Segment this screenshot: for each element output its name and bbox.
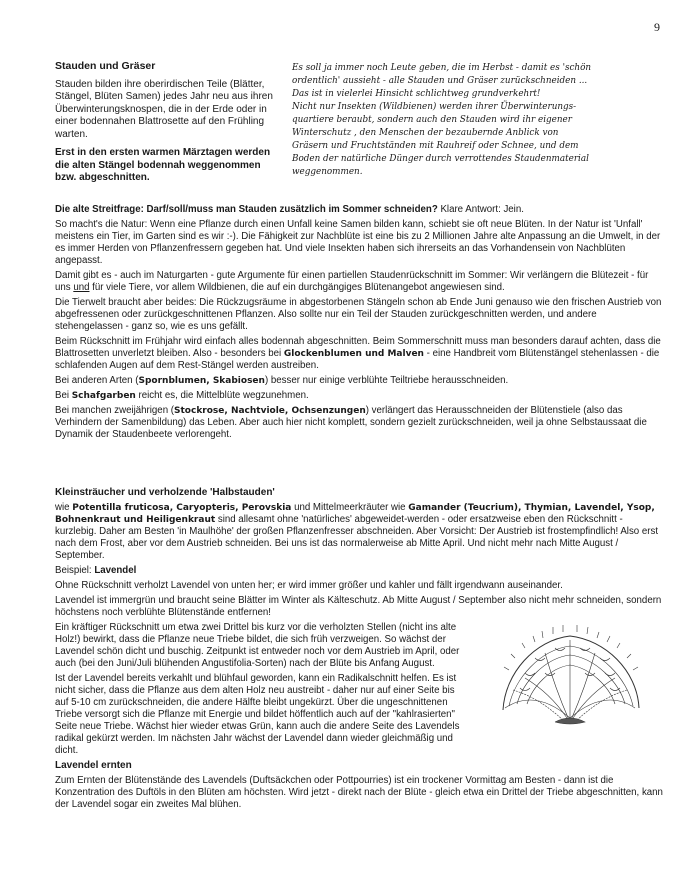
handwritten-line: weggenommen.	[292, 167, 363, 177]
paragraph-schafgarben-text: Bei	[55, 390, 72, 401]
plant-names-bold: Stockrose, Nachtviole, Ochsenzungen	[174, 406, 366, 416]
lavender-bush-illustration	[495, 618, 645, 733]
plant-names-bold: Potentilla fruticosa, Caryopteris, Perovskia	[72, 503, 292, 513]
lavender-bush-drawing-icon	[495, 618, 645, 733]
stauden-intro-column	[55, 60, 280, 191]
paragraph-lavender-4: Ist der Lavendel bereits verkahlt und blühfaul geworden, kann ein Radikalschnitt helfen. Es ist nicht sicher, dass die Pflanze aus dem alten Holz neu austreibt - daher nur auf einer Seite bis auf 5-10 cm zurückschneiden, die andere Hälfte bleibt ungekürzt. Über die ungeschnittenen Triebe versorgt sich die Pflanze mit Energie und bildet höffentlich auch auf der "kahlrasierten" Seite neue Triebe. Wächst hier wieder etwas Grün, kann auch die andere Seite des Lavendels radikal gekürzt werden. Im nächsten Jahr wächst der Lavendel dann wieder gleichmäßig und dicht.	[55, 673, 460, 756]
paragraph-arten	[55, 375, 665, 387]
example-line	[55, 565, 665, 577]
handwritten-line: ordentlich' aussieht - alle Stauden und Gräser zurückschneiden ...	[292, 76, 588, 86]
paragraph-rueckschnitt-text: Beim Rückschnitt im Frühjahr wird einfach alles bodennah abgeschnitten. Beim Sommerschnitt muss man besonders darauf achten, dass die Blattrosetten unverletzt bleiben. Also - besonders bei	[55, 336, 661, 359]
paragraph-damit-text-end: für viele Tiere, vor allem Wildbienen, die auf ein durchgängiges Blütenangebot angewiesen sind.	[89, 282, 505, 293]
question-answer: Klare Antwort: Jein.	[437, 204, 524, 215]
stauden-paragraph-1: Stauden bilden ihre oberirdischen Teile (Blätter, Stängel, Blüten Samen) jedes Jahr neu aus ihren Überwinterungsknospen, die in der Erde oder in einer bodennahen Blattrosette auf den Frühling warten.	[55, 78, 273, 140]
paragraph-rueckschnitt-text-end: - eine Handbreit vom Blütenstängel stehenlassen - die schlafenden Augen auf dem Rest-Stängel werden austreiben.	[55, 348, 660, 371]
paragraph-nature: So macht's die Natur: Wenn eine Pflanze durch einen Unfall keine Samen bilden kann, schiebt sie oft neue Blüten. In der Natur ist 'Unfall' meistens ein Tier, im Garten sind es wir :-). Die Fähigkeit zur Nachblüte ist eine bis zu 2 Millionen Jahre alte Anpassung an die Umwelt, in der es immer Herden von Pflanzenfressern gegeben hat. Und viele Insekten haben sich ihrerseits an das Vorhandensein von Nachblüten angepasst.	[55, 219, 661, 266]
handwritten-line: Es soll ja immer noch Leute geben, die im Herbst - damit es 'schön	[292, 63, 592, 73]
paragraph-shrubs-intro	[55, 502, 665, 562]
question-heading: Die alte Streitfrage: Darf/soll/muss man Stauden zusätzlich im Sommer schneiden?	[55, 204, 438, 215]
paragraph-lavender-3: Ein kräftiger Rückschnitt um etwa zwei Drittel bis kurz vor die verholzten Stellen (nicht ins alte Holz!) bewirkt, dass die Pflanze neue Triebe bildet, die sich früh verzweigen. So wächst der Lavendel schön dicht und buschig. Zeitpunkt ist entweder noch vor dem Austrieb im April, oder auch (bei den Juni/Juli blühenden Angustifolia-Sorten) nach der Blüte bis Anfang August.	[55, 622, 460, 669]
plant-names-bold: Glockenblumen und Malven	[283, 349, 424, 359]
paragraph-arten-text-end: ) besser nur einige verblühte Teiltriebe herausschneiden.	[264, 375, 509, 386]
question-line	[55, 204, 665, 216]
underlined-word: und	[73, 282, 90, 293]
paragraph-schafgarben	[55, 390, 665, 402]
shrubs-intro-text-end: sind allesamt ohne 'natürliches' abgeweidet-werden - oder ersatzweise eben den Rückschnitt - kurzlebig. Daher am Besten 'in Maulhöhe' der großen Pflanzenfresser abschneiden. Aber Vorsicht: Der Austrieb ist frostempfindlich! Also erst nach dem Frost, aber vor dem Austrieb schneiden. Bei uns ist das normalerweise ab Mitte April. Und nicht mehr nach Mitte August / September.	[55, 514, 659, 561]
paragraph-lavender-2: Lavendel ist immergrün und braucht seine Blätter im Winter als Kälteschutz. Ab Mitte August / September also nicht mehr schneiden, sondern höchstens noch verblühte Blütenstände entfernen!	[55, 595, 662, 618]
stauden-paragraph-2: Erst in den ersten warmen Märztagen werden die alten Stängel bodennah weggenommen bzw. abgeschnitten.	[55, 147, 271, 183]
summer-cut-section	[55, 204, 665, 444]
handwritten-line: Das ist in vielerlei Hinsicht schlichtweg grundverkehrt!	[292, 89, 541, 99]
paragraph-damit-text: Damit gibt es - auch im Naturgarten - gute Argumente für einen partiellen Staudenrückschnitt im Sommer: Wir verlängern die Blütezeit - für uns	[55, 270, 649, 293]
handwritten-line: Gräsern und Fruchtständen mit Rauhreif oder Schnee, und dem	[292, 141, 579, 151]
harvest-heading: Lavendel ernten	[55, 760, 132, 771]
plant-names-bold: Gamander (Teucrium), Thymian, Lavendel, Ysop, Bohnenkraut und Heiligenkraut	[55, 503, 655, 525]
example-plant: Lavendel	[94, 565, 137, 576]
handwritten-line: Nicht nur Insekten (Wildbienen) werden ihrer Überwinterungs-	[292, 102, 577, 112]
paragraph-harvest: Zum Ernten der Blütenstände des Lavendels (Duftsäckchen oder Pottpourries) ist ein trockener Vormittag am Besten - dann ist die Konzentration des Duftöls in den Blüten am höchsten. Wird jetzt - direkt nach der Blüte - gleich etwa ein Drittel der Triebe abgeschnitten, kann der Lavendel sogar ein zweites Mal blühen.	[55, 775, 663, 810]
plant-names-bold: Schafgarben	[71, 391, 136, 401]
paragraph-tierwelt: Die Tierwelt braucht aber beides: Die Rückzugsräume in abgestorbenen Stängeln schon ab Ende Juni genauso wie den frischen Austrieb von abgefressenen oder zurückgeschnittenen Pflanzen. Also sollte nur ein Teil der Stauden zurückgeschnitten werden, und andere stehengelassen - ganz so, wie es uns gefällt.	[55, 297, 662, 332]
section-heading-shrubs: Kleinsträucher und verholzende 'Halbstauden'	[55, 487, 275, 498]
paragraph-rueckschnitt	[55, 336, 665, 372]
paragraph-zweijaehrig-text-end: ) verlängert das Herausschneiden der Blütenstiele (also das Verhindern der Samenbildung) das Leben. Aber auch hier nicht komplett, sondern gezielt zurückschneiden, weil ja ohne Selbstaussaat die Dynamik der Staudenbeete verlorengeht.	[55, 405, 647, 440]
handwritten-line: Winterschutz , den Menschen der bezaubernde Anblick von	[292, 128, 559, 138]
paragraph-arten-text: Bei anderen Arten (	[55, 375, 139, 386]
plant-names-bold: Spornblumen, Skabiosen	[138, 376, 265, 386]
paragraph-damit	[55, 270, 665, 294]
handwritten-note	[292, 62, 652, 179]
shrubs-intro-text: wie	[55, 502, 73, 513]
example-label: Beispiel:	[55, 565, 95, 576]
section-heading-stauden: Stauden und Gräser	[55, 60, 156, 72]
shrubs-intro-text-mid: und Mittelmeerkräuter wie	[291, 502, 409, 513]
handwritten-line: Boden der natürliche Dünger durch verrottendes Staudenmaterial	[292, 154, 589, 164]
paragraph-zweijaehrig	[55, 405, 665, 441]
paragraph-zweijaehrig-text: Bei manchen zweijährigen (	[55, 405, 175, 416]
handwritten-line: quartiere beraubt, sondern auch den Stauden wird ihr eigener	[292, 115, 572, 125]
paragraph-lavender-1: Ohne Rückschnitt verholzt Lavendel von unten her; er wird immer größer und kahler und fällt irgendwann auseinander.	[55, 580, 563, 591]
page-number: 9	[654, 20, 660, 34]
paragraph-schafgarben-text-end: reicht es, die Mittelblüte wegzunehmen.	[135, 390, 309, 401]
